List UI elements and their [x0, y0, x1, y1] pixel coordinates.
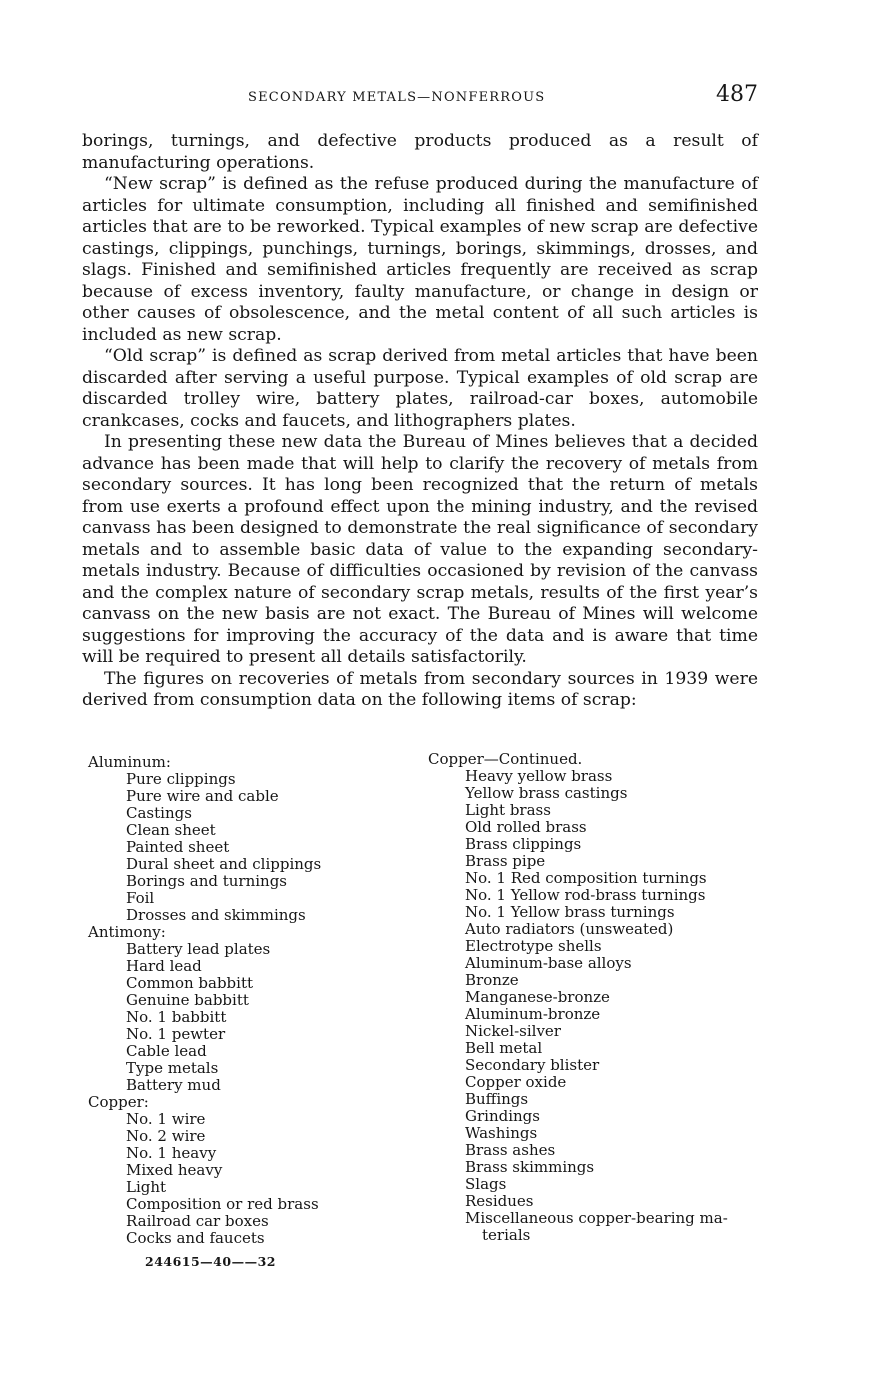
- list-item: Grindings: [465, 1107, 540, 1125]
- list-item: Copper oxide: [465, 1073, 567, 1091]
- list-item: Mixed heavy: [126, 1161, 223, 1179]
- group-heading-aluminum: Aluminum:: [88, 753, 171, 771]
- list-item: Battery lead plates: [126, 940, 271, 958]
- list-item: Light: [126, 1178, 167, 1196]
- list-item: Cable lead: [126, 1042, 207, 1060]
- list-item: Genuine babbitt: [126, 991, 249, 1009]
- list-item: Drosses and skimmings: [126, 906, 306, 924]
- list-item: No. 2 wire: [126, 1127, 206, 1145]
- list-item: Brass ashes: [465, 1141, 556, 1159]
- list-item: Aluminum-bronze: [465, 1005, 601, 1023]
- paragraph-continued: borings, turnings, and defective products produced as a result of manufacturing operations.: [82, 131, 758, 173]
- list-item: Foil: [126, 889, 155, 907]
- list-item: No. 1 wire: [126, 1110, 206, 1128]
- list-item: Light brass: [465, 801, 551, 819]
- list-item: Clean sheet: [126, 821, 216, 839]
- list-item: Common babbitt: [126, 974, 254, 992]
- list-item: Bronze: [465, 971, 519, 989]
- list-item: Secondary blister: [465, 1056, 600, 1074]
- list-item: Nickel-silver: [465, 1022, 561, 1040]
- list-item: Brass clippings: [465, 835, 582, 853]
- list-item: Aluminum-base alloys: [465, 954, 632, 972]
- list-item: No. 1 pewter: [126, 1025, 226, 1043]
- list-item: Type metals: [126, 1059, 219, 1077]
- list-item: Cocks and faucets: [126, 1229, 265, 1247]
- group-heading-antimony: Antimony:: [88, 923, 166, 941]
- paragraph-new-scrap: “New scrap” is defined as the refuse produced during the manufacture of articles for ultimate consumption, including all finished and semifinished articles that are to be reworked. Typical examples of new scrap are defective castings, clippings, punchings, turnings, borings, skimmings, drosses, and slags. Finished and semifinished articles frequently are received as scrap because of excess inventory, faulty manufacture, or change in design or other causes of obsolescence, and the metal content of all such articles is included as new scrap.: [82, 174, 758, 345]
- list-item: No. 1 Yellow rod-brass turnings: [465, 886, 706, 904]
- paragraph-figures: The figures on recoveries of metals from secondary sources in 1939 were derived from consumption data on the following items of scrap:: [82, 668, 758, 710]
- group-heading-copper-continued: Copper—Continued.: [428, 750, 583, 768]
- list-item: Hard lead: [126, 957, 202, 975]
- list-item: Auto radiators (unsweated): [465, 920, 674, 938]
- list-item: Slags: [465, 1175, 507, 1193]
- list-item: Composition or red brass: [126, 1195, 319, 1213]
- page-header: [82, 82, 758, 114]
- list-item: No. 1 heavy: [126, 1144, 217, 1162]
- list-item: No. 1 Yellow brass turnings: [465, 903, 675, 921]
- paragraph-bureau: In presenting these new data the Bureau of Mines believes that a decided advance has been made that will help to clarify the recovery of metals from secondary sources. It has long been recognized that the return of metals from use exerts a profound effect upon the mining industry, and the revised canvass has been designed to demonstrate the real significance of secondary metals and to assemble basic data of value to the expanding secondary-metals industry. Because of difficulties occasioned by revision of the canvass and the complex nature of secondary scrap metals, results of the first year’s canvass on the new basis are not exact. The Bureau of Mines will welcome suggestions for improving the accuracy of the data and is aware that time will be required to present all details satisfactorily.: [82, 432, 758, 667]
- list-item: Old rolled brass: [465, 818, 587, 836]
- list-item: Railroad car boxes: [126, 1212, 269, 1230]
- list-item: Manganese-bronze: [465, 988, 610, 1006]
- group-heading-copper: Copper:: [88, 1093, 149, 1111]
- list-item: Pure wire and cable: [126, 787, 279, 805]
- list-item: Dural sheet and clippings: [126, 855, 322, 873]
- printer-code: 244615—40——32: [145, 1254, 276, 1269]
- body-text: [82, 131, 758, 712]
- running-head: SECONDARY METALS—NONFERROUS: [248, 90, 546, 105]
- list-item: Yellow brass castings: [465, 784, 628, 802]
- page-number: 487: [716, 82, 758, 107]
- list-item: Battery mud: [126, 1076, 221, 1094]
- list-item-last-line1: Miscellaneous copper-bearing ma-: [465, 1209, 728, 1227]
- list-item: Borings and turnings: [126, 872, 288, 890]
- list-item: Electrotype shells: [465, 937, 602, 955]
- list-item: Pure clippings: [126, 770, 236, 788]
- list-item: No. 1 babbitt: [126, 1008, 227, 1026]
- list-item-last-line2: terials: [482, 1226, 531, 1244]
- list-item: Brass skimmings: [465, 1158, 595, 1176]
- list-item: Residues: [465, 1192, 534, 1210]
- list-item: Castings: [126, 804, 192, 822]
- scrap-list-left: [88, 754, 418, 1247]
- list-item: Buffings: [465, 1090, 529, 1108]
- list-item: Heavy yellow brass: [465, 767, 613, 785]
- scrap-list-right: [428, 751, 758, 1244]
- list-item: Painted sheet: [126, 838, 230, 856]
- list-item: Bell metal: [465, 1039, 543, 1057]
- paragraph-old-scrap: “Old scrap” is defined as scrap derived from metal articles that have been discarded after serving a useful purpose. Typical examples of old scrap are discarded trolley wire, battery plates, railroad-car boxes, automobile crankcases, cocks and faucets, and lithographers plates.: [82, 346, 758, 431]
- list-item: No. 1 Red composition turnings: [465, 869, 707, 887]
- list-item: Brass pipe: [465, 852, 546, 870]
- list-item: Washings: [465, 1124, 538, 1142]
